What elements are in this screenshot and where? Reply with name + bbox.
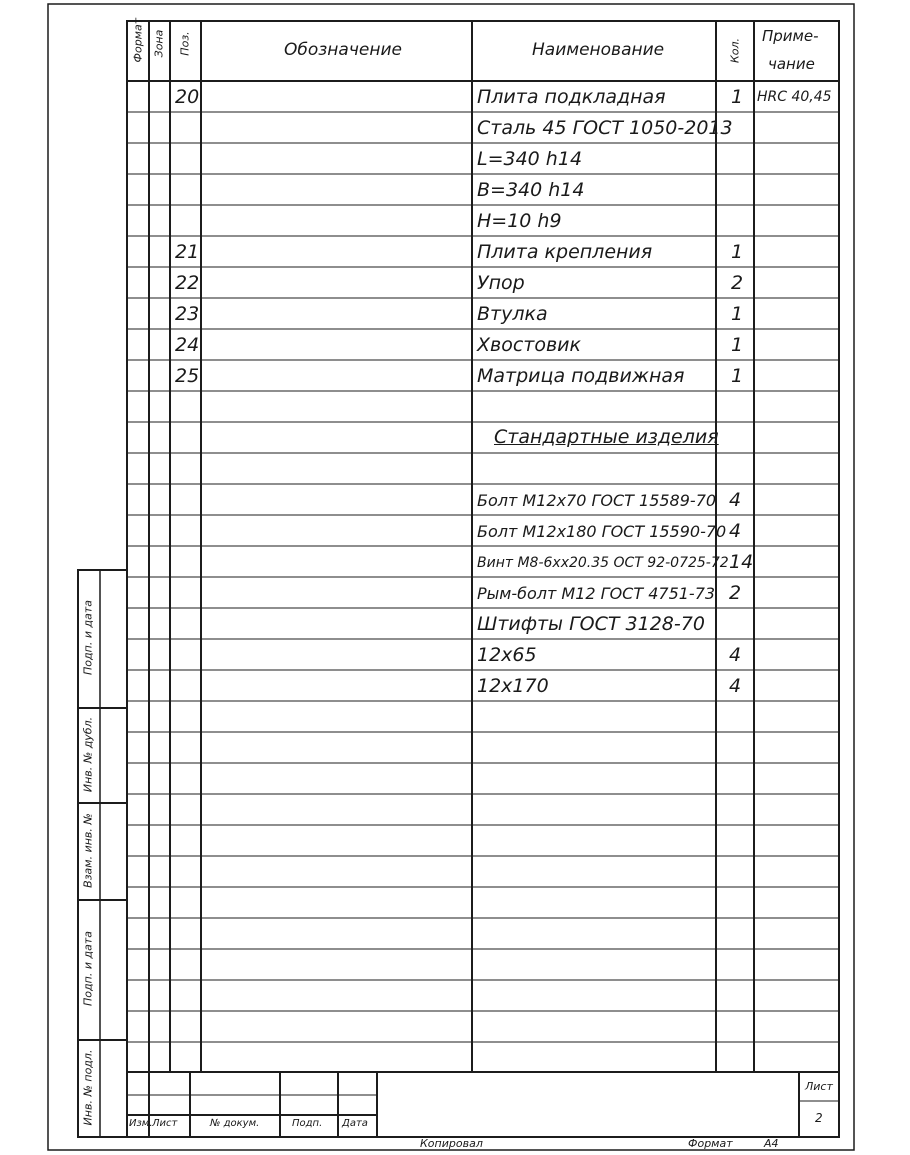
section-title: Стандартные изделия [494, 426, 719, 448]
footer-format-label: Формат [688, 1137, 733, 1150]
std-row-qty: 4 [729, 520, 742, 542]
header-qty: Кол. [728, 37, 742, 64]
row-note: HRC 40,45 [757, 89, 832, 105]
row-qty: 2 [731, 272, 744, 294]
strip-inv-podl: Инв. № подл. [81, 1049, 95, 1126]
strip-sign-date-2: Подп. и дата [81, 931, 95, 1006]
row-pos: 25 [175, 365, 200, 387]
tb-podp: Подп. [292, 1118, 323, 1129]
row-name: H=10 h9 [477, 210, 562, 232]
std-row-name: Болт М12х70 ГОСТ 15589-70 [477, 490, 717, 510]
row-name: Хвостовик [477, 334, 581, 356]
std-row-qty: 2 [729, 582, 742, 604]
tb-izm: Изм. [129, 1118, 153, 1129]
row-qty: 1 [731, 303, 744, 325]
footer-format-value: А4 [764, 1137, 779, 1150]
row-pos: 24 [175, 334, 200, 356]
row-name: Плита подкладная [477, 86, 666, 108]
std-row-qty: 4 [729, 644, 742, 666]
tb-data: Дата [342, 1118, 368, 1129]
row-name: Втулка [477, 303, 548, 325]
row-pos: 21 [175, 241, 200, 263]
strip-vzam-inv: Взам. инв. № [81, 813, 95, 888]
std-row-name: 12х65 [477, 644, 537, 666]
row-qty: 1 [731, 241, 744, 263]
std-row-qty: 4 [729, 675, 742, 697]
header-designation: Обозначение [284, 40, 402, 60]
std-row-qty: 14 [729, 551, 754, 573]
header-note-line1: Приме- [762, 27, 819, 45]
std-row-name: Болт М12х180 ГОСТ 15590-70 [477, 521, 727, 541]
row-name: L=340 h14 [477, 148, 583, 170]
header-format: Формат [131, 17, 145, 63]
std-row-name: Винт М8-6хх20.35 ОСТ 92-0725-72 [477, 554, 729, 571]
tb-sheet-label: Лист [805, 1080, 833, 1093]
header-name: Наименование [532, 40, 665, 60]
row-name: Упор [477, 272, 525, 294]
row-qty: 1 [731, 365, 744, 387]
row-pos: 23 [175, 303, 200, 325]
std-row-name: Рым-болт М12 ГОСТ 4751-73 [477, 583, 716, 603]
row-pos: 22 [175, 272, 200, 294]
std-row-qty: 4 [729, 489, 742, 511]
row-name: Сталь 45 ГОСТ 1050-2013 [477, 117, 733, 139]
strip-sign-date-1: Подп. и дата [81, 600, 95, 675]
tb-doc-no: № докум. [210, 1118, 260, 1129]
row-qty: 1 [731, 334, 744, 356]
tb-sheet-number: 2 [815, 1111, 823, 1125]
header-pos: Поз. [178, 31, 192, 56]
row-name: B=340 h14 [477, 179, 585, 201]
std-row-name: Штифты ГОСТ 3128-70 [477, 613, 705, 635]
row-name: Плита крепления [477, 241, 653, 263]
footer-copied: Копировал [420, 1137, 483, 1150]
header-note-line2: чание [768, 55, 815, 73]
row-pos: 20 [175, 86, 200, 108]
header-zone: Зона [152, 29, 166, 58]
strip-inv-dubl: Инв. № дубл. [81, 716, 95, 793]
row-name: Матрица подвижная [477, 365, 685, 387]
std-row-name: 12х170 [477, 675, 549, 697]
tb-list: Лист [152, 1118, 178, 1129]
row-qty: 1 [731, 86, 744, 108]
